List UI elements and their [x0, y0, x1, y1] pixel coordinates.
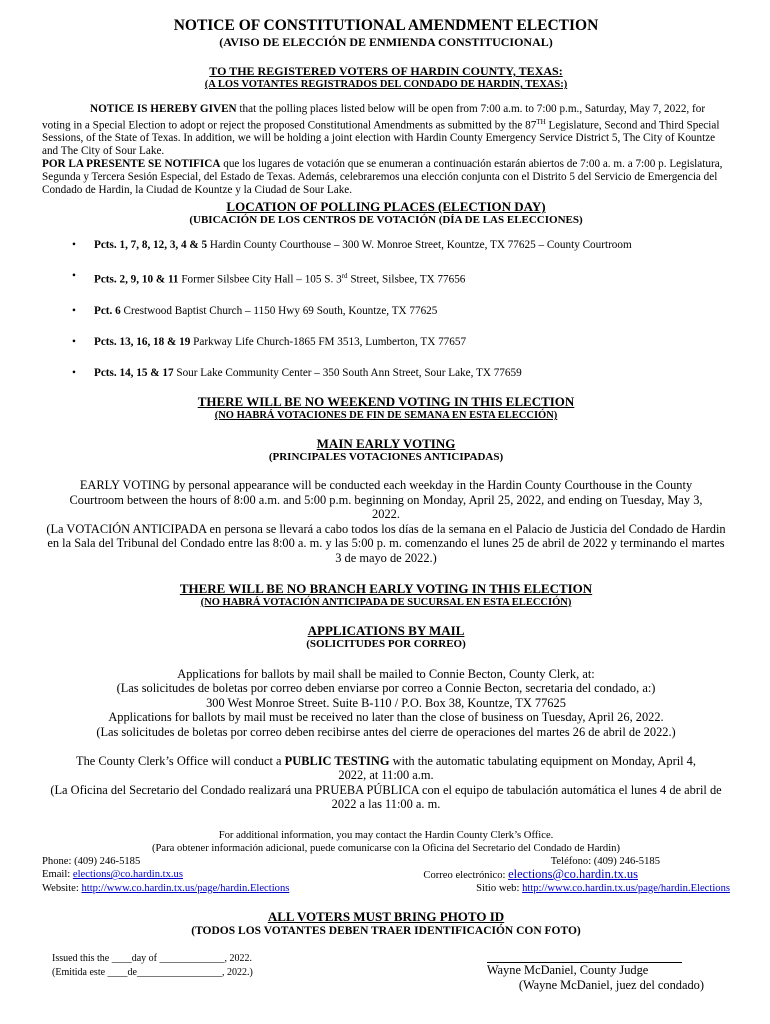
weekend-heading-es: (NO HABRÁ VOTACIONES DE FIN DE SEMANA EN ESTA ELECCIÓN) [214, 410, 558, 422]
signature-block [42, 952, 730, 993]
sitio-link[interactable]: http://www.co.hardin.tx.us/page/hardin.Elections [522, 882, 730, 894]
mail-heading-es: (SOLICITUDES POR CORREO) [306, 637, 466, 650]
signer-block [487, 952, 704, 993]
to-voters-heading-es: (A LOS VOTANTES REGISTRADOS DEL CONDADO DE HARDIN, TEXAS:) [204, 79, 568, 90]
bullet-icon: • [72, 239, 76, 252]
intro-lead: NOTICE IS HEREBY GIVEN [90, 103, 237, 115]
mail-line-4: Applications for ballots by mail must be received no later than the close of business on Tuesday, April 26, 2022. [108, 710, 664, 725]
website-label: Website: [42, 882, 82, 894]
list-item [42, 270, 730, 287]
mail-address: 300 West Monroe Street. Suite B-110 / P.O. Box 38, Kountze, TX 77625 [206, 695, 566, 710]
signer-name-es: (Wayne McDaniel, juez del condado) [518, 977, 704, 992]
location-sup: rd [341, 272, 348, 281]
signature-line [487, 952, 682, 963]
early-voting-heading: MAIN EARLY VOTING [316, 436, 456, 452]
testing-a: The County Clerk’s Office will conduct a [76, 753, 285, 768]
email-label: Email: [42, 868, 73, 880]
issued-block [52, 952, 253, 993]
photo-id-heading: ALL VOTERS MUST BRING PHOTO ID [267, 908, 505, 924]
weekend-heading: THERE WILL BE NO WEEKEND VOTING IN THIS ELECTION [197, 394, 575, 410]
notice-title: NOTICE OF CONSTITUTIONAL AMENDMENT ELECTION [173, 17, 599, 34]
intro-text-b: Legislature, Second and Third Special Sessions, of the State of Texas. In addition, we will be holding a joint election with Hardin County Emergency Service District 5, The City of Kountze and The City of Sour Lake. [42, 119, 720, 158]
precincts: Pcts. 14, 15 & 17 [94, 367, 174, 380]
location: Hardin County Courthouse – 300 W. Monroe Street, Kountze, TX 77625 – County Courtroom [207, 239, 632, 252]
correo-field [423, 868, 638, 882]
location: Sour Lake Community Center – 350 South Ann Street, Sour Lake, TX 77659 [173, 367, 522, 380]
public-testing-text [42, 754, 730, 783]
phone: Phone: (409) 246-5185 [42, 855, 141, 867]
polling-heading-es: (UBICACIÓN DE LOS CENTROS DE VOTACIÓN (DÍA DE LAS ELECCIONES) [189, 214, 583, 227]
bullet-icon: • [72, 367, 76, 380]
polling-list [42, 239, 730, 380]
precincts: Pct. 6 [94, 305, 121, 318]
intro-es-lead: POR LA PRESENTE SE NOTIFICA [42, 157, 221, 170]
email-field [42, 868, 183, 882]
contact-line-2: (Para obtener información adicional, puede comunicarse con la Oficina del Secretario del Condado de Hardin) [152, 842, 620, 854]
correo-link[interactable]: elections@co.hardin.tx.us [508, 866, 638, 881]
branch-heading: THERE WILL BE NO BRANCH EARLY VOTING IN THIS ELECTION [179, 580, 593, 596]
correo-label: Correo electrónico: [423, 869, 509, 881]
email-link[interactable]: elections@co.hardin.tx.us [72, 868, 183, 880]
intro-es-text: que los lugares de votación que se enumeran a continuación estarán abiertos de 7:00 a. m. a 7:00 p. Legislatura, Segunda y Tercera Sesión Especial, del Estado de Texas. Además, celebraremos una elección conjunta con el Distrito 5 del Servicio de Emergencia del Condado de Hardin, la Ciudad de Kountze y la Ciudad de Sour Lake. [42, 157, 723, 196]
public-testing-text-es: (La Oficina del Secretario del Condado realizará una PRUEBA PÚBLICA con el equipo de tabulación automática el lunes 4 de abril de 2022 a las 11:00 a. m. [50, 782, 722, 812]
contact-line-1: For additional information, you may contact the Hardin County Clerk’s Office. [218, 829, 554, 841]
issued-line-es: (Emitida este ____de_________________, 2022.) [52, 966, 253, 978]
list-item [42, 305, 730, 318]
testing-bold: PUBLIC TESTING [284, 753, 390, 768]
precincts: Pcts. 1, 7, 8, 12, 3, 4 & 5 [94, 239, 208, 252]
sitio-field [476, 882, 730, 895]
intro-paragraph [42, 103, 730, 158]
mail-line-5: (Las solicitudes de boletas por correo deben recibirse antes del cierre de operaciones del martes 26 de abril de 2022.) [96, 724, 676, 739]
bullet-icon: • [72, 305, 76, 318]
mail-line-2: (Las solicitudes de boletas por correo deben enviarse por correo a Connie Becton, secretaria del condado, a:) [116, 681, 656, 696]
early-voting-text-es: (La VOTACIÓN ANTICIPADA en persona se llevará a cabo todos los días de la semana en el Palacio de Justicia del Condado de Hardin en la Sala del Tribunal del Condado entre las 8:00 a. m. y las 5:00 p. m. comenzando el lunes 25 de abril de 2022 y terminando el martes 3 de mayo de 2022.) [46, 521, 726, 566]
intro-text-a: that the polling places listed below will be open from 7:00 a.m. to 7:00 p.m., Saturday, May 7, 2022, for voting in a Special Election to adopt or reject the proposed Constitutional Amendments as submitted by the 87 [42, 103, 706, 132]
list-item [42, 239, 730, 252]
signer-name: Wayne McDaniel, County Judge [486, 962, 649, 977]
precincts: Pcts. 13, 16, 18 & 19 [94, 336, 191, 349]
list-item [42, 336, 730, 349]
intro-paragraph-es [42, 158, 730, 196]
polling-heading: LOCATION OF POLLING PLACES (ELECTION DAY) [226, 199, 546, 215]
notice-document [42, 17, 730, 993]
website-field [42, 882, 289, 895]
location: Parkway Life Church-1865 FM 3513, Lumberton, TX 77657 [190, 336, 467, 349]
location: Former Silsbee City Hall – 105 S. 3 [178, 274, 342, 287]
intro-sup: TH [536, 117, 546, 126]
testing-b: with the automatic tabulating equipment on Monday, April 4, 2022, at 11:00 a.m. [338, 753, 696, 783]
mail-line-1: Applications for ballots by mail shall be mailed to Connie Becton, County Clerk, at: [177, 666, 595, 681]
to-voters-heading: TO THE REGISTERED VOTERS OF HARDIN COUNTY, TEXAS: [209, 64, 563, 78]
notice-title-es: (AVISO DE ELECCIÓN DE ENMIENDA CONSTITUCIONAL) [219, 35, 553, 49]
early-voting-heading-es: (PRINCIPALES VOTACIONES ANTICIPADAS) [268, 451, 504, 464]
location-b: Street, Silsbee, TX 77656 [347, 274, 466, 287]
email-row [42, 868, 730, 882]
early-voting-text: EARLY VOTING by personal appearance will be conducted each weekday in the Hardin County Courthouse in the County Courtroom between the hours of 8:00 a.m. and 5:00 p.m. beginning on Monday, April 25, 2022, and ending on Tuesday, May 3, 2022. [69, 478, 703, 522]
bullet-icon: • [72, 270, 76, 283]
sitio-label: Sitio web: [476, 882, 523, 894]
website-row [42, 882, 730, 895]
bullet-icon: • [72, 336, 76, 349]
precincts: Pcts. 2, 9, 10 & 11 [94, 274, 179, 287]
list-item [42, 367, 730, 380]
location: Crestwood Baptist Church – 1150 Hwy 69 South, Kountze, TX 77625 [120, 305, 438, 318]
website-link[interactable]: http://www.co.hardin.tx.us/page/hardin.Elections [81, 882, 290, 894]
branch-heading-es: (NO HABRÁ VOTACIÓN ANTICIPADA DE SUCURSAL EN ESTA ELECCIÓN) [200, 596, 572, 608]
issued-line: Issued this the ____day of _____________, 2022. [52, 952, 252, 964]
mail-heading: APPLICATIONS BY MAIL [307, 622, 465, 638]
photo-id-heading-es: (TODOS LOS VOTANTES DEBEN TRAER IDENTIFICACIÓN CON FOTO) [191, 924, 581, 937]
telefono: Teléfono: (409) 246-5185 [550, 855, 660, 867]
